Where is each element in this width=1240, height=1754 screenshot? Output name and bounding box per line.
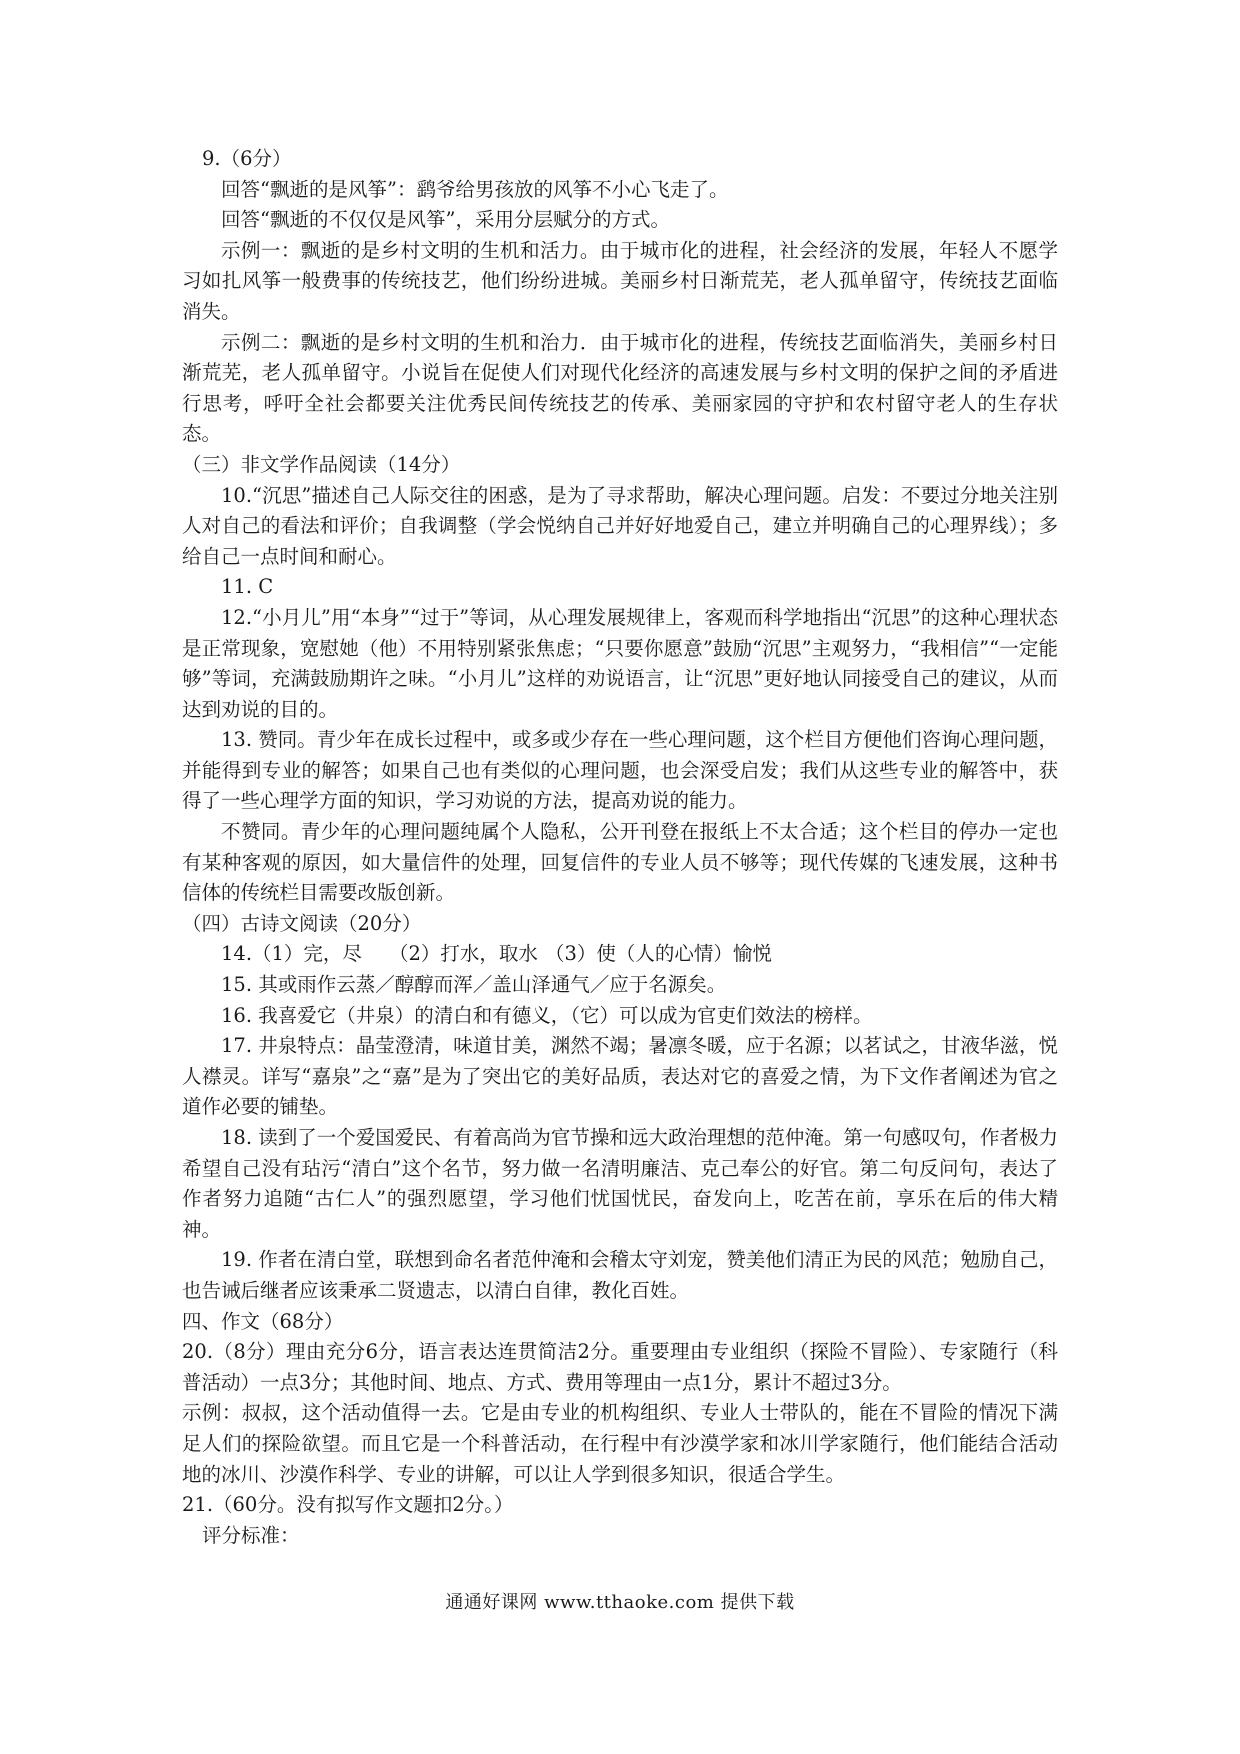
q10-answer: 10.“沉思”描述自己人际交往的困惑，是为了寻求帮助，解决心理问题。启发：不要过分地关注别人对自己的看法和评价；自我调整（学会悦纳自己并好好地爱自己，建立并明确自己的心理界线）；多给自己一点时间和耐心。 — [182, 483, 1058, 568]
q14-part-1: 14.（1）完，尽 — [221, 942, 362, 966]
q14-part-3: （3）使（人的心情）愉悦 — [545, 942, 772, 966]
q14-answer — [182, 939, 1058, 970]
q9-answer-a: 回答“飘逝的是风筝”：鹞爷给男孩放的风筝不小心飞走了。 — [221, 177, 729, 201]
download-footer: 通通好课网 www.tthaoke.com 提供下载 — [445, 1592, 795, 1613]
q9-example-1: 示例一：飘逝的是乡村文明的生机和活力。由于城市化的进程，社会经济的发展，年轻人不愿学习如扎风筝一般费事的传统技艺，他们纷纷进城。美丽乡村日渐荒芜，老人孤单留守，传统技艺面临消失。 — [182, 238, 1058, 323]
q12-answer: 12.“小月儿”用“本身”“过于”等词，从心理发展规律上，客观而科学地指出“沉思”的这种心理状态是正常现象，宽慰她（他）不用特别紧张焦虑；“只要你愿意”鼓励“沉思”主观努力，“我相信”“一定能够”等词，充满鼓励期许之味。“小月儿”这样的劝说语言，让“沉思”更好地认同接受自己的建议，从而达到劝说的目的。 — [182, 605, 1058, 721]
q20-answer: 20.（8分）理由充分6分，语言表达连贯简洁2分。重要理由专业组织（探险不冒险）、专家随行（科普活动）一点3分；其他时间、地点、方式、费用等理由一点1分，累计不超过3分。 — [182, 1340, 1058, 1394]
section-4-heading: （四）古诗文阅读（20分） — [182, 911, 422, 935]
q9-example-2: 示例二：飘逝的是乡村文明的生机和治力．由于城市化的进程，传统技艺面临消失，美丽乡村日渐荒芜，老人孤单留守。小说旨在促使人们对现代化经济的高速发展与乡村文明的保护之间的矛盾进行思考，呼吁全社会都要关注优秀民间传统技艺的传承、美丽家园的守护和农村留守老人的生存状态。 — [182, 330, 1058, 446]
q13-answer-agree: 13. 赞同。青少年在成长过程中，或多或少存在一些心理问题，这个栏目方便他们咨询心理问题，并能得到专业的解答；如果自己也有类似的心理问题，也会深受启发；我们从这些专业的解答中，获得了一些心理学方面的知识，学习劝说的方法，提高劝说的能力。 — [182, 728, 1058, 813]
q19-answer: 19. 作者在清白堂，联想到命名者范仲淹和会稽太守刘宠，赞美他们清正为民的风范；勉励自己，也告诫后继者应该秉承二贤遗志，以清白自律，教化百姓。 — [182, 1248, 1058, 1302]
q21-answer: 21.（60分。没有拟写作文题扣2分。） — [182, 1493, 514, 1517]
answer-key-page — [182, 144, 1058, 1551]
scoring-standard-label: 评分标准： — [202, 1523, 300, 1547]
section-3-heading: （三）非文学作品阅读（14分） — [182, 452, 461, 476]
q9-answer-b: 回答“飘逝的不仅仅是风筝”，采用分层赋分的方式。 — [221, 208, 670, 232]
q14-part-2: （2）打水，取水 — [389, 942, 538, 966]
q18-answer: 18. 读到了一个爱国爱民、有着高尚为官节操和远大政治理想的范仲淹。第一句感叹句，作者极力希望自己没有玷污“清白”这个名节，努力做一名清明廉洁、克己奉公的好官。第二句反问句，表达了作者努力追随“古仁人”的强烈愿望，学习他们忧国忧民，奋发向上，吃苦在前，享乐在后的伟大精神。 — [182, 1126, 1058, 1241]
q9-header: 9.（6分） — [202, 147, 292, 170]
q15-answer: 15. 其或雨作云蒸／醇醇而浑／盖山泽通气／应于名源矣。 — [221, 973, 727, 997]
q16-answer: 16. 我喜爱它（井泉）的清白和有德义，（它）可以成为官吏们效法的榜样。 — [221, 1003, 873, 1027]
q13-answer-disagree: 不赞同。青少年的心理问题纯属个人隐私，公开刊登在报纸上不太合适；这个栏目的停办一定也有某种客观的原因，如大量信件的处理，回复信件的专业人员不够等；现代传媒的飞速发展，这种书信体的传统栏目需要改版创新。 — [182, 820, 1058, 905]
section-iv-heading: 四、作文（68分） — [182, 1309, 344, 1333]
q20-example: 示例：叔叔，这个活动值得一去。它是由专业的机构组织、专业人士带队的，能在不冒险的情况下满足人们的探险欲望。而且它是一个科普活动，在行程中有沙漠学家和冰川学家随行，他们能结合活动地的冰川、沙漠作科学、专业的讲解，可以让人学到很多知识，很适合学生。 — [182, 1401, 1058, 1486]
q11-answer: 11. C — [221, 575, 274, 599]
q17-answer: 17. 井泉特点：晶莹澄清，味道甘美，渊然不竭；暑凛冬暖，应于名源；以茗试之，甘液华滋，悦人襟灵。详写“嘉泉”之“嘉”是为了突出它的美好品质，表达对它的喜爱之情，为下文作者阐述为官之道作必要的铺垫。 — [182, 1034, 1058, 1119]
